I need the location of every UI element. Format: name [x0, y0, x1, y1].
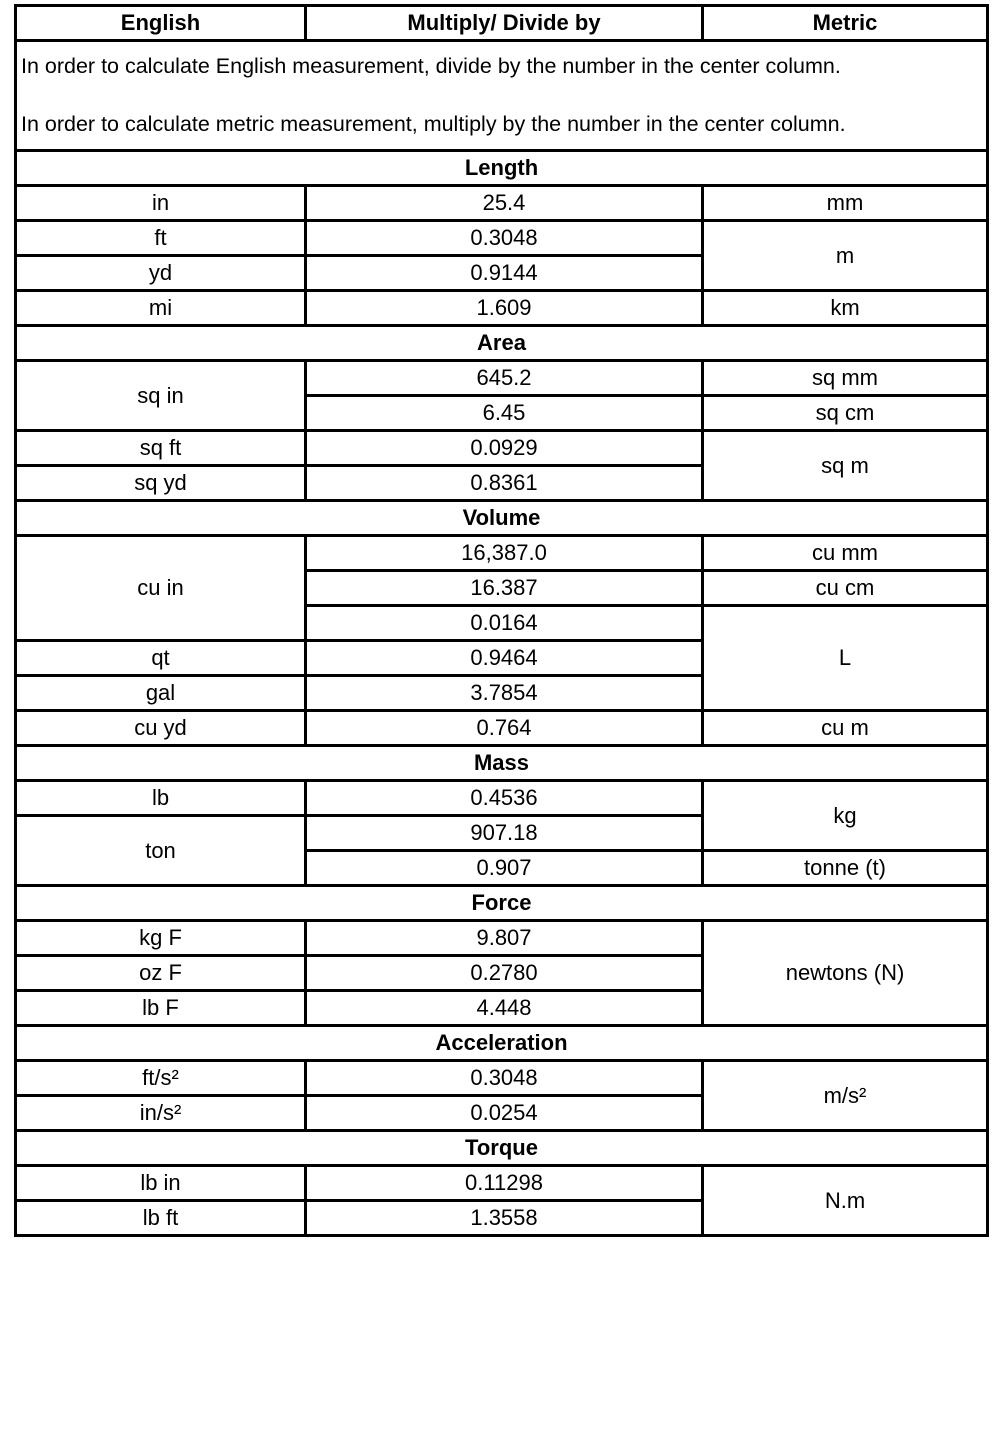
- conversion-factor: 0.8361: [306, 466, 703, 501]
- instruction-metric: In order to calculate metric measurement, multiply by the number in the center column.: [21, 112, 846, 136]
- english-unit: oz F: [16, 956, 306, 991]
- table-row: [16, 431, 988, 466]
- conversion-factor: 6.45: [306, 396, 703, 431]
- instruction-english: In order to calculate English measurement, divide by the number in the center column.: [21, 54, 841, 78]
- conversion-factor: 0.9464: [306, 641, 703, 676]
- conversion-factor: 25.4: [306, 186, 703, 221]
- metric-unit: m: [703, 221, 988, 291]
- metric-unit: m/s²: [703, 1061, 988, 1131]
- english-unit: lb ft: [16, 1201, 306, 1236]
- metric-unit: sq cm: [703, 396, 988, 431]
- english-unit: in: [16, 186, 306, 221]
- metric-unit: tonne (t): [703, 851, 988, 886]
- conversion-factor: 0.3048: [306, 1061, 703, 1096]
- section-row: [16, 1131, 988, 1166]
- section-row: [16, 886, 988, 921]
- section-title-torque: Torque: [16, 1131, 988, 1166]
- metric-unit: sq m: [703, 431, 988, 501]
- table-row: [16, 711, 988, 746]
- conversion-factor: 0.2780: [306, 956, 703, 991]
- english-unit: cu in: [16, 536, 306, 641]
- table-row: [16, 186, 988, 221]
- english-unit: lb: [16, 781, 306, 816]
- section-row: [16, 326, 988, 361]
- english-unit: cu yd: [16, 711, 306, 746]
- section-row: [16, 746, 988, 781]
- conversion-factor: 16.387: [306, 571, 703, 606]
- conversion-factor: 907.18: [306, 816, 703, 851]
- table-row: [16, 1061, 988, 1096]
- instructions-row: [16, 41, 988, 151]
- conversion-factor: 0.907: [306, 851, 703, 886]
- english-unit: kg F: [16, 921, 306, 956]
- conversion-factor: 1.3558: [306, 1201, 703, 1236]
- metric-unit: newtons (N): [703, 921, 988, 1026]
- conversion-factor: 0.0929: [306, 431, 703, 466]
- section-row: [16, 1026, 988, 1061]
- conversion-factor: 0.9144: [306, 256, 703, 291]
- section-title-area: Area: [16, 326, 988, 361]
- table-row: [16, 781, 988, 816]
- english-unit: gal: [16, 676, 306, 711]
- metric-unit: L: [703, 606, 988, 711]
- conversion-factor: 0.764: [306, 711, 703, 746]
- english-unit: sq yd: [16, 466, 306, 501]
- table-row: [16, 221, 988, 256]
- english-unit: yd: [16, 256, 306, 291]
- header-factor: Multiply/ Divide by: [306, 6, 703, 41]
- english-unit: sq in: [16, 361, 306, 431]
- table-row: [16, 536, 988, 571]
- section-title-length: Length: [16, 151, 988, 186]
- english-unit: ft/s²: [16, 1061, 306, 1096]
- table-row: [16, 291, 988, 326]
- table-row: [16, 361, 988, 396]
- header-row: [16, 6, 988, 41]
- conversion-factor: 0.3048: [306, 221, 703, 256]
- conversion-factor: 3.7854: [306, 676, 703, 711]
- section-title-acceleration: Acceleration: [16, 1026, 988, 1061]
- english-unit: ton: [16, 816, 306, 886]
- section-row: [16, 151, 988, 186]
- english-unit: in/s²: [16, 1096, 306, 1131]
- conversion-factor: 645.2: [306, 361, 703, 396]
- conversion-factor: 9.807: [306, 921, 703, 956]
- metric-unit: cu m: [703, 711, 988, 746]
- conversion-factor: 4.448: [306, 991, 703, 1026]
- metric-unit: N.m: [703, 1166, 988, 1236]
- section-title-force: Force: [16, 886, 988, 921]
- section-row: [16, 501, 988, 536]
- english-unit: lb F: [16, 991, 306, 1026]
- instructions: [16, 41, 988, 151]
- conversion-factor: 0.0254: [306, 1096, 703, 1131]
- conversion-factor: 16,387.0: [306, 536, 703, 571]
- metric-unit: cu cm: [703, 571, 988, 606]
- table-row: [16, 1166, 988, 1201]
- header-metric: Metric: [703, 6, 988, 41]
- english-unit: mi: [16, 291, 306, 326]
- english-unit: ft: [16, 221, 306, 256]
- metric-unit: sq mm: [703, 361, 988, 396]
- english-unit: qt: [16, 641, 306, 676]
- conversion-factor: 0.4536: [306, 781, 703, 816]
- english-unit: lb in: [16, 1166, 306, 1201]
- metric-unit: kg: [703, 781, 988, 851]
- metric-unit: mm: [703, 186, 988, 221]
- header-english: English: [16, 6, 306, 41]
- metric-unit: cu mm: [703, 536, 988, 571]
- english-unit: sq ft: [16, 431, 306, 466]
- conversion-table: [14, 4, 989, 1237]
- section-title-volume: Volume: [16, 501, 988, 536]
- conversion-factor: 1.609: [306, 291, 703, 326]
- conversion-factor: 0.11298: [306, 1166, 703, 1201]
- table-row: [16, 921, 988, 956]
- conversion-factor: 0.0164: [306, 606, 703, 641]
- metric-unit: km: [703, 291, 988, 326]
- section-title-mass: Mass: [16, 746, 988, 781]
